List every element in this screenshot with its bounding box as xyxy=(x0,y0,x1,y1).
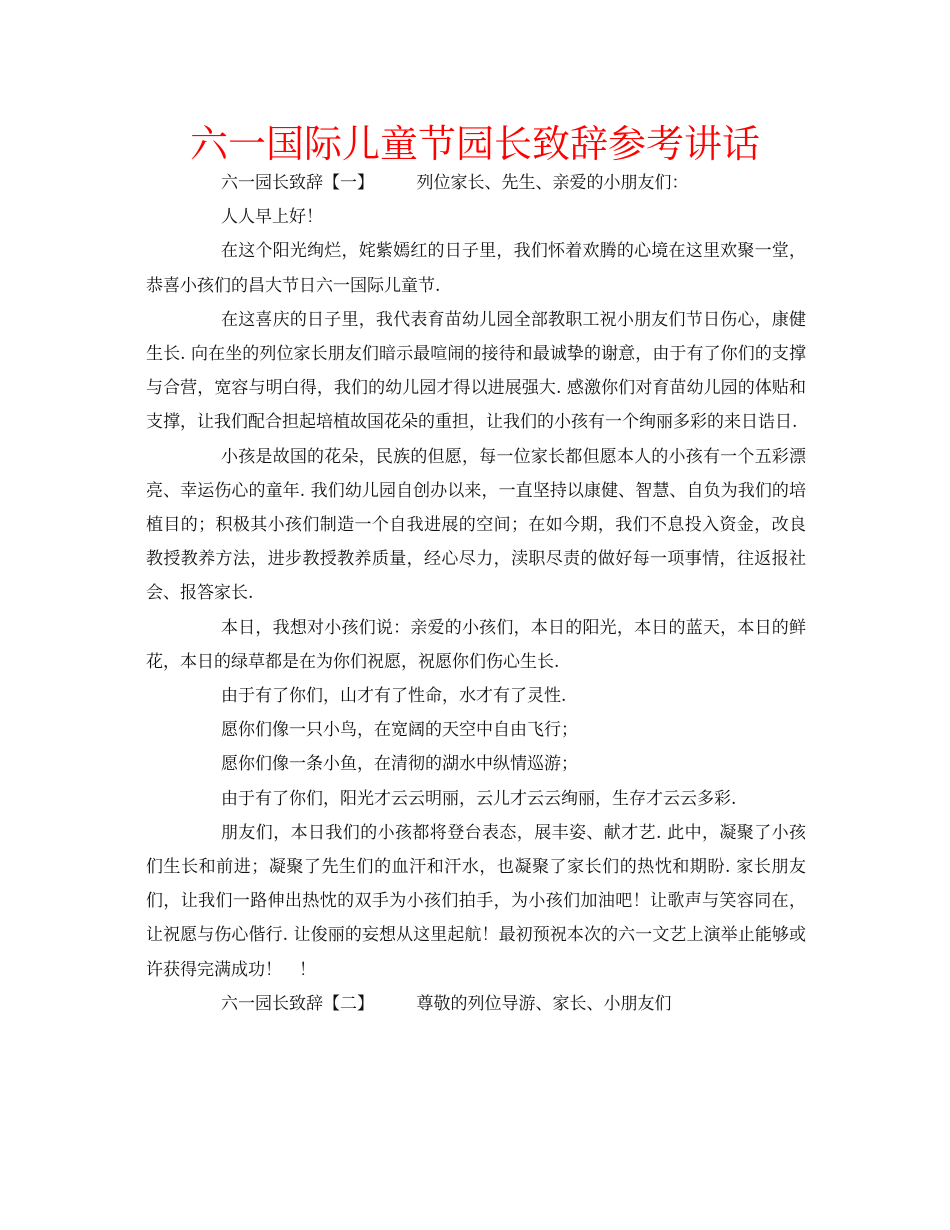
document-body xyxy=(146,166,806,1021)
body-paragraph: 由于有了你们，阳光才云云明丽，云儿才云云绚丽，生存才云云多彩. xyxy=(221,788,737,809)
body-paragraph: 在这喜庆的日子里，我代表育苗幼儿园全部教职工祝小朋友们节日伤心，康健生长. 向在坐的列位家长朋友们暗示最喧闹的接待和最诚挚的谢意，由于有了你们的支撑与合营，宽容与明白得，我们的幼儿园才得以进展强大. 感激你们对育苗幼儿园的体贴和支撑，让我们配合担起培植故国花朵的重担，让我们的小孩有一个绚丽多彩的来日诰日. xyxy=(146,309,806,433)
body-paragraph: 由于有了你们，山才有了性命，水才有了灵性. xyxy=(221,686,567,707)
body-paragraph: 在这个阳光绚烂，姹紫嫣红的日子里，我们怀着欢腾的心境在这里欢聚一堂，恭喜小孩们的昌大节日六一国际儿童节. xyxy=(146,241,806,296)
document-title: 六一国际儿童节园长致辞参考讲话 xyxy=(189,122,760,166)
body-paragraph: 愿你们像一条小鱼，在清彻的湖水中纵情巡游； xyxy=(221,754,578,775)
greeting-paragraph: 人人早上好！ xyxy=(221,207,323,228)
section-heading-1: 六一园长致辞【一】 列位家长、先生、亲爱的小朋友们： xyxy=(221,173,689,193)
section-heading-2: 六一园长致辞【二】 尊敬的列位导游、家长、小朋友们 xyxy=(221,993,672,1014)
body-paragraph: 朋友们，本日我们的小孩都将登台表态，展丰姿、献才艺. 此中，凝聚了小孩们生长和前进；凝聚了先生们的血汗和汗水，也凝聚了家长们的热忱和期盼. 家长朋友们，让我们一路伸出热忱的双手为小孩们拍手，为小孩们加油吧！让歌声与笑容同在，让祝愿与伤心偕行. 让俊丽的妄想从这里起航！最初预祝本次的六一文艺上演举止能够或许获得完满成功！ ！ xyxy=(146,822,806,980)
body-paragraph: 本日，我想对小孩们说：亲爱的小孩们，本日的阳光，本日的蓝天，本日的鲜花，本日的绿草都是在为你们祝愿，祝愿你们伤心生长. xyxy=(146,617,806,672)
body-paragraph: 小孩是故国的花朵，民族的但愿，每一位家长都但愿本人的小孩有一个五彩漂亮、幸运伤心的童年. 我们幼儿园自创办以来，一直坚持以康健、智慧、自负为我们的培植目的；积极其小孩们制造一个自我进展的空间；在如今期，我们不息投入资金，改良教授教养方法，进步教授教养质量，经心尽力，渎职尽责的做好每一项事情，往返报社会、报答家长. xyxy=(146,446,806,604)
body-paragraph: 愿你们像一只小鸟，在宽阔的天空中自由飞行； xyxy=(221,720,578,741)
